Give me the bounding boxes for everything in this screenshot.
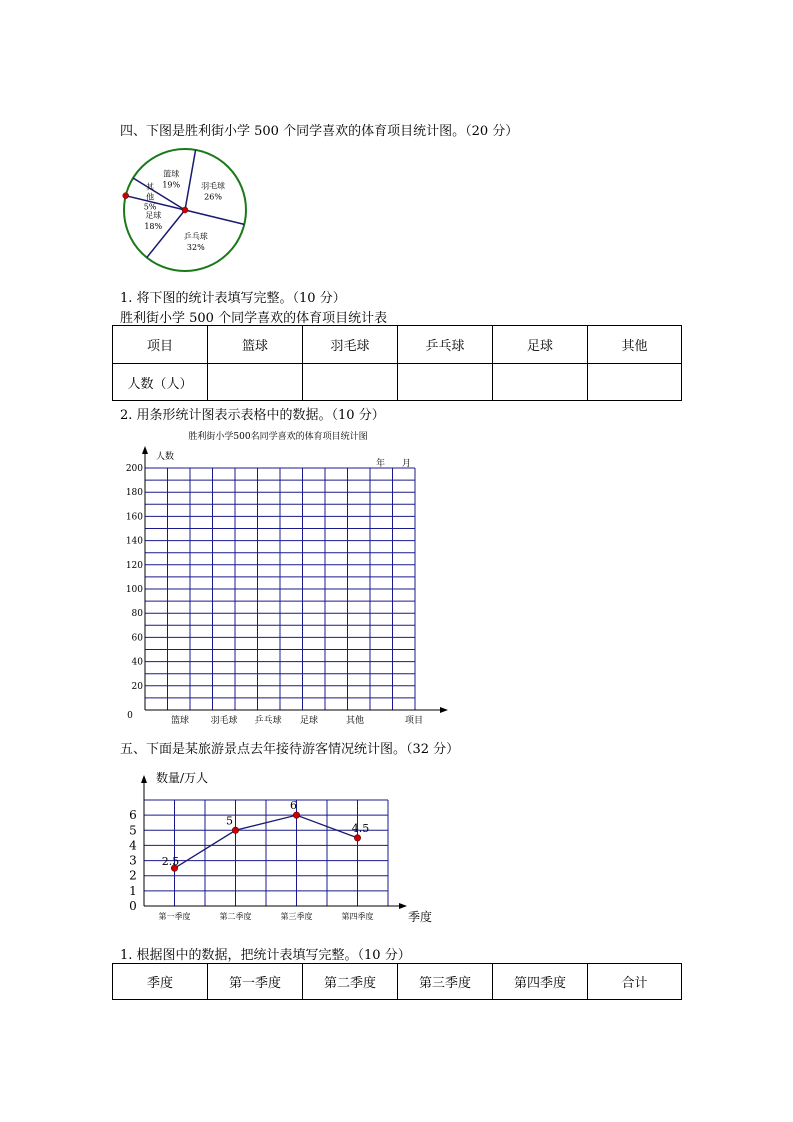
table-header-cell: 合计 bbox=[588, 964, 682, 1000]
line-y-tick-label: 2 bbox=[129, 868, 137, 883]
bar-y-tick-label: 120 bbox=[125, 560, 143, 571]
bar-y-tick-label: 140 bbox=[125, 536, 143, 547]
bar-y-arrow-icon bbox=[142, 446, 148, 454]
bar-y-tick-label: 60 bbox=[131, 633, 143, 644]
bar-y-tick-label: 20 bbox=[131, 681, 143, 692]
table-blank-cell[interactable] bbox=[398, 364, 493, 401]
line-y-tick-label: 1 bbox=[129, 883, 137, 898]
table-header-cell: 羽毛球 bbox=[303, 326, 398, 364]
bar-y-tick-label: 80 bbox=[131, 609, 143, 620]
table-blank-cell[interactable] bbox=[588, 364, 682, 401]
pie-slice-percent: 32% bbox=[186, 242, 205, 252]
bar-chart-year-label: 年 bbox=[376, 459, 386, 469]
line-point-label: 5 bbox=[226, 814, 233, 828]
bar-x-category-label: 足球 bbox=[299, 716, 319, 726]
bar-y-tick-label: 40 bbox=[131, 657, 143, 668]
line-point-label: 4.5 bbox=[351, 821, 370, 835]
table-header-cell: 其他 bbox=[588, 326, 682, 364]
quarter-table-header-row bbox=[113, 964, 682, 1000]
section4-q2: 2. 用条形统计图表示表格中的数据。（10 分） bbox=[120, 408, 385, 423]
pie-slice-label: 他 bbox=[146, 192, 155, 202]
line-y-tick-label: 5 bbox=[129, 823, 137, 838]
table-header-cell: 足球 bbox=[493, 326, 588, 364]
table-header-cell: 第三季度 bbox=[398, 964, 493, 1000]
pie-chart bbox=[118, 144, 253, 274]
pie-slice-percent: 19% bbox=[162, 180, 181, 190]
sports-table-header-row bbox=[113, 326, 682, 364]
bar-chart bbox=[118, 426, 458, 734]
table-blank-cell[interactable] bbox=[303, 364, 398, 401]
line-point bbox=[232, 827, 238, 833]
bar-y-tick-label: 0 bbox=[127, 711, 133, 721]
pie-slice-percent: 18% bbox=[144, 221, 163, 231]
line-x-category-label: 第一季度 bbox=[158, 912, 191, 921]
line-x-category-label: 第三季度 bbox=[280, 912, 313, 921]
line-y-arrow-icon bbox=[141, 775, 147, 783]
table-title: 胜利街小学 500 个同学喜欢的体育项目统计表 bbox=[120, 311, 388, 326]
line-x-category-label: 第四季度 bbox=[341, 912, 374, 921]
bar-y-tick-label: 200 bbox=[125, 464, 143, 474]
line-y-tick-label: 4 bbox=[129, 838, 137, 853]
bar-y-tick-label: 160 bbox=[125, 512, 143, 523]
table-header-cell: 篮球 bbox=[208, 326, 303, 364]
section5-q1: 1. 根据图中的数据，把统计表填写完整。（10 分） bbox=[120, 948, 411, 963]
pie-slice-label: 足球 bbox=[145, 210, 162, 220]
pie-slice-label: 羽毛球 bbox=[201, 181, 226, 191]
table-header-cell: 乒乓球 bbox=[398, 326, 493, 364]
table-header-cell: 第一季度 bbox=[208, 964, 303, 1000]
pie-rim-dot bbox=[123, 193, 129, 199]
table-blank-cell[interactable] bbox=[208, 364, 303, 401]
sports-table bbox=[112, 325, 682, 401]
line-y-tick-label: 0 bbox=[129, 899, 137, 913]
line-x-arrow-icon bbox=[399, 903, 407, 909]
bar-chart-xlabel: 项目 bbox=[404, 716, 424, 726]
line-chart bbox=[118, 766, 448, 931]
line-point bbox=[354, 835, 360, 841]
line-x-category-label: 第二季度 bbox=[219, 912, 252, 921]
pie-slice-percent: 5% bbox=[143, 202, 157, 212]
table-row-label: 人数（人） bbox=[113, 364, 208, 401]
line-chart-xlabel: 季度 bbox=[407, 910, 433, 924]
bar-x-category-label: 羽毛球 bbox=[210, 716, 238, 726]
bar-chart-month-label: 月 bbox=[402, 459, 412, 469]
pie-slice-label: 乒乓球 bbox=[183, 231, 208, 241]
bar-x-category-label: 其他 bbox=[345, 716, 365, 726]
section4-heading: 四、下图是胜利街小学 500 个同学喜欢的体育项目统计图。（20 分） bbox=[120, 124, 519, 139]
pie-slice-percent: 26% bbox=[204, 192, 222, 202]
table-blank-cell[interactable] bbox=[493, 364, 588, 401]
section5-heading: 五、下面是某旅游景点去年接待游客情况统计图。（32 分） bbox=[120, 742, 460, 757]
pie-slice-label: 篮球 bbox=[163, 169, 180, 179]
line-point-label: 6 bbox=[290, 799, 297, 813]
line-point bbox=[293, 812, 299, 818]
quarter-table bbox=[112, 963, 682, 1000]
line-point-label: 2.5 bbox=[161, 855, 180, 869]
bar-chart-ylabel: 人数 bbox=[156, 452, 175, 462]
line-chart-ylabel: 数量/万人 bbox=[156, 771, 209, 785]
bar-x-category-label: 篮球 bbox=[170, 716, 190, 726]
table-header-cell: 项目 bbox=[113, 326, 208, 364]
line-y-tick-label: 3 bbox=[129, 853, 137, 868]
table-header-cell: 季度 bbox=[113, 964, 208, 1000]
bar-x-category-label: 乒乓球 bbox=[254, 716, 282, 726]
line-y-tick-label: 6 bbox=[129, 808, 137, 823]
section4-q1: 1. 将下图的统计表填写完整。（10 分） bbox=[120, 291, 346, 306]
pie-slice-label: 其 bbox=[146, 182, 155, 192]
sports-table-count-row bbox=[113, 364, 682, 401]
bar-x-arrow-icon bbox=[440, 707, 448, 713]
table-header-cell: 第二季度 bbox=[303, 964, 398, 1000]
table-header-cell: 第四季度 bbox=[493, 964, 588, 1000]
bar-y-tick-label: 180 bbox=[125, 488, 143, 499]
bar-chart-title: 胜利街小学500名同学喜欢的体育项目统计图 bbox=[188, 432, 368, 442]
pie-center-dot bbox=[182, 207, 188, 213]
bar-y-tick-label: 100 bbox=[125, 585, 143, 595]
